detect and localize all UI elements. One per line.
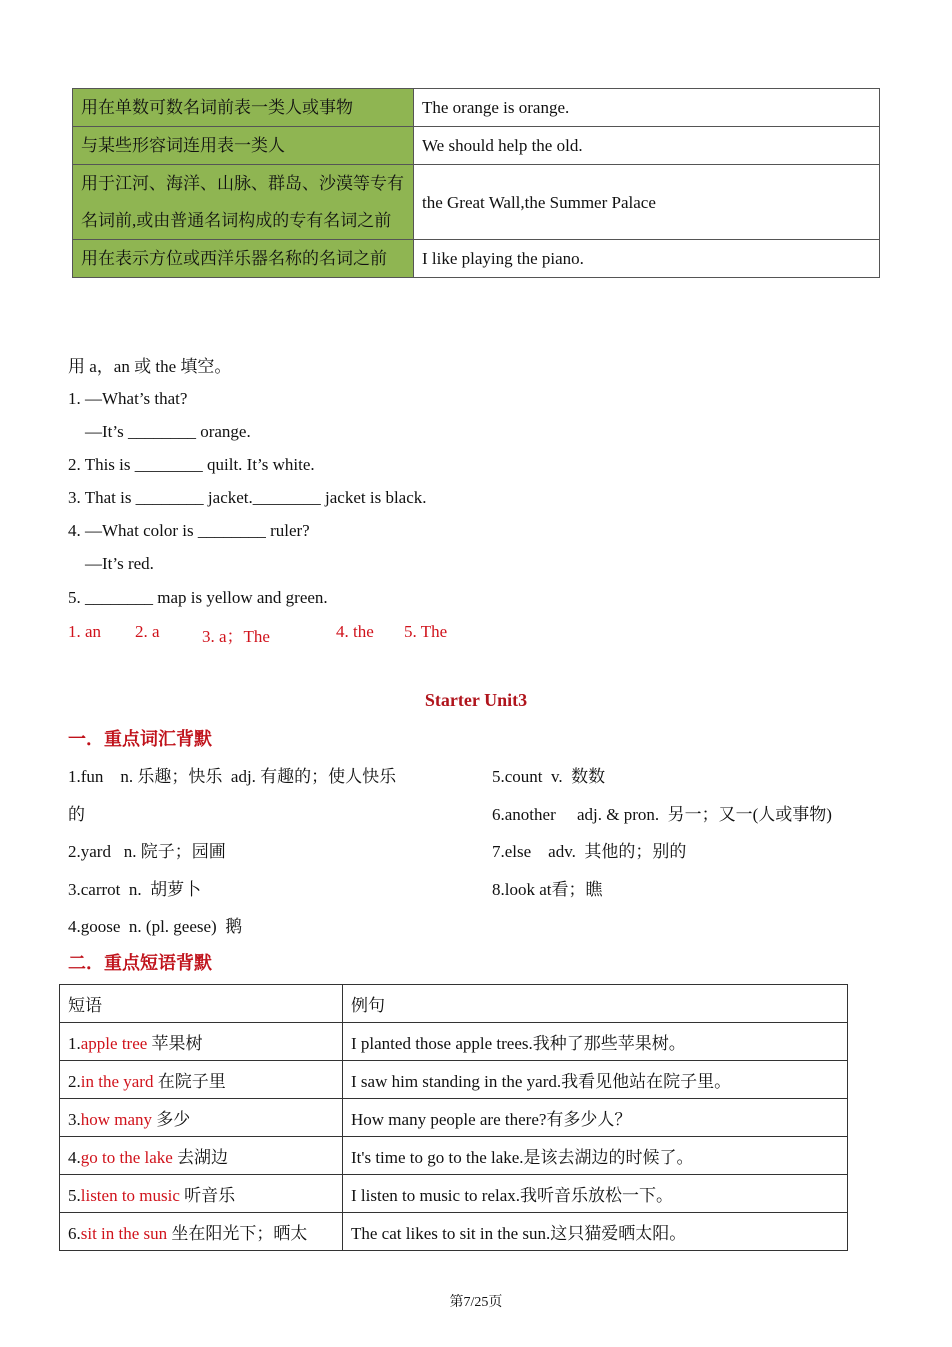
phrase-cell	[60, 1099, 343, 1137]
vocab-item: 7.else adv. 其他的；别的	[492, 842, 687, 861]
table-row	[60, 1175, 848, 1213]
answer: 4. the	[336, 622, 374, 641]
table-row	[73, 240, 880, 278]
phrase-translation: 坐在阳光下；晒太	[167, 1224, 308, 1243]
example-cell: I planted those apple trees.我种了那些苹果树。	[343, 1023, 848, 1061]
phrase: sit in the sun	[80, 1224, 168, 1243]
answer: 1. an	[68, 622, 102, 641]
table-row	[60, 1061, 848, 1099]
phrase-translation: 苹果树	[147, 1034, 203, 1053]
vocab-item: 2.yard n. 院子；园圃	[68, 842, 226, 861]
article-usage-table	[72, 88, 880, 278]
exercise-line: —It’s ________ orange.	[68, 422, 251, 441]
phrase-translation: 听音乐	[179, 1186, 236, 1205]
table-row	[73, 89, 880, 127]
example-cell: the Great Wall,the Summer Palace	[414, 165, 880, 240]
column-header: 短语	[60, 985, 343, 1023]
answer: 2. a	[135, 622, 160, 641]
phrase-cell	[60, 1061, 343, 1099]
column-header: 例句	[343, 985, 848, 1023]
section-heading: 二．重点短语背默	[68, 953, 212, 973]
row-number: 2.	[68, 1072, 81, 1091]
phrase: go to the lake	[80, 1148, 173, 1167]
phrase-table	[59, 984, 848, 1251]
phrase-cell	[60, 1175, 343, 1213]
phrase-translation: 去湖边	[172, 1148, 229, 1167]
row-number: 1.	[68, 1034, 81, 1053]
exercise-line: 2. This is ________ quilt. It’s white.	[68, 455, 315, 474]
vocab-item: 5.count v. 数数	[492, 767, 606, 786]
page-number: 第7/25页	[449, 1295, 503, 1310]
exercise-line: —It’s red.	[68, 554, 154, 573]
phrase-cell	[60, 1023, 343, 1061]
phrase-translation: 在院子里	[153, 1072, 226, 1091]
row-number: 3.	[68, 1110, 81, 1129]
table-row	[73, 127, 880, 165]
usage-cell: 与某些形容词连用表一类人	[73, 127, 414, 165]
phrase: apple tree	[80, 1034, 148, 1053]
phrase-translation: 多少	[152, 1110, 191, 1129]
usage-cell: 用于江河、海洋、山脉、群岛、沙漠等专有名词前,或由普通名词构成的专有名词之前	[73, 165, 414, 240]
table-row	[73, 165, 880, 240]
table-row	[60, 1137, 848, 1175]
example-cell: How many people are there?有多少人？	[343, 1099, 848, 1137]
table-header-row	[60, 985, 848, 1023]
row-number: 5.	[68, 1186, 81, 1205]
row-number: 4.	[68, 1148, 81, 1167]
vocab-item: 3.carrot n. 胡萝卜	[68, 880, 202, 899]
table-row	[60, 1213, 848, 1251]
answer: 5. The	[404, 622, 448, 641]
exercise-line: 3. That is ________ jacket.________ jacket is black.	[68, 488, 427, 507]
table-row	[60, 1023, 848, 1061]
vocab-item: 8.look at看；瞧	[492, 880, 603, 899]
vocab-item: 4.goose n. (pl. geese) 鹅	[68, 917, 243, 936]
vocab-item: 6.another adj. & pron. 另一；又一(人或事物)	[492, 805, 832, 824]
row-number: 6.	[68, 1224, 81, 1243]
example-cell: I like playing the piano.	[414, 240, 880, 278]
unit-title: Starter Unit3	[424, 690, 528, 710]
exercise-line: 4. —What color is ________ ruler?	[68, 521, 310, 540]
answer: 3. a；The	[202, 627, 270, 646]
example-cell: I listen to music to relax.我听音乐放松一下。	[343, 1175, 848, 1213]
exercise-line: 1. —What’s that?	[68, 389, 188, 408]
vocab-item: 的	[68, 805, 85, 824]
phrase-cell	[60, 1137, 343, 1175]
usage-cell: 用在表示方位或西洋乐器名称的名词之前	[73, 240, 414, 278]
section-heading: 一．重点词汇背默	[68, 729, 212, 749]
example-cell: The orange is orange.	[414, 89, 880, 127]
table-row	[60, 1099, 848, 1137]
usage-cell: 用在单数可数名词前表一类人或事物	[73, 89, 414, 127]
exercise-instruction: 用 a，an 或 the 填空。	[68, 357, 232, 376]
phrase: listen to music	[80, 1186, 180, 1205]
example-cell: The cat likes to sit in the sun.这只猫爱晒太阳。	[343, 1213, 848, 1251]
phrase: in the yard	[80, 1072, 154, 1091]
example-cell: We should help the old.	[414, 127, 880, 165]
phrase-cell	[60, 1213, 343, 1251]
phrase: how many	[80, 1110, 153, 1129]
example-cell: I saw him standing in the yard.我看见他站在院子里。	[343, 1061, 848, 1099]
vocab-item: 1.fun n. 乐趣；快乐 adj. 有趣的；使人快乐	[68, 767, 397, 786]
example-cell: It's time to go to the lake.是该去湖边的时候了。	[343, 1137, 848, 1175]
exercise-line: 5. ________ map is yellow and green.	[68, 588, 328, 607]
